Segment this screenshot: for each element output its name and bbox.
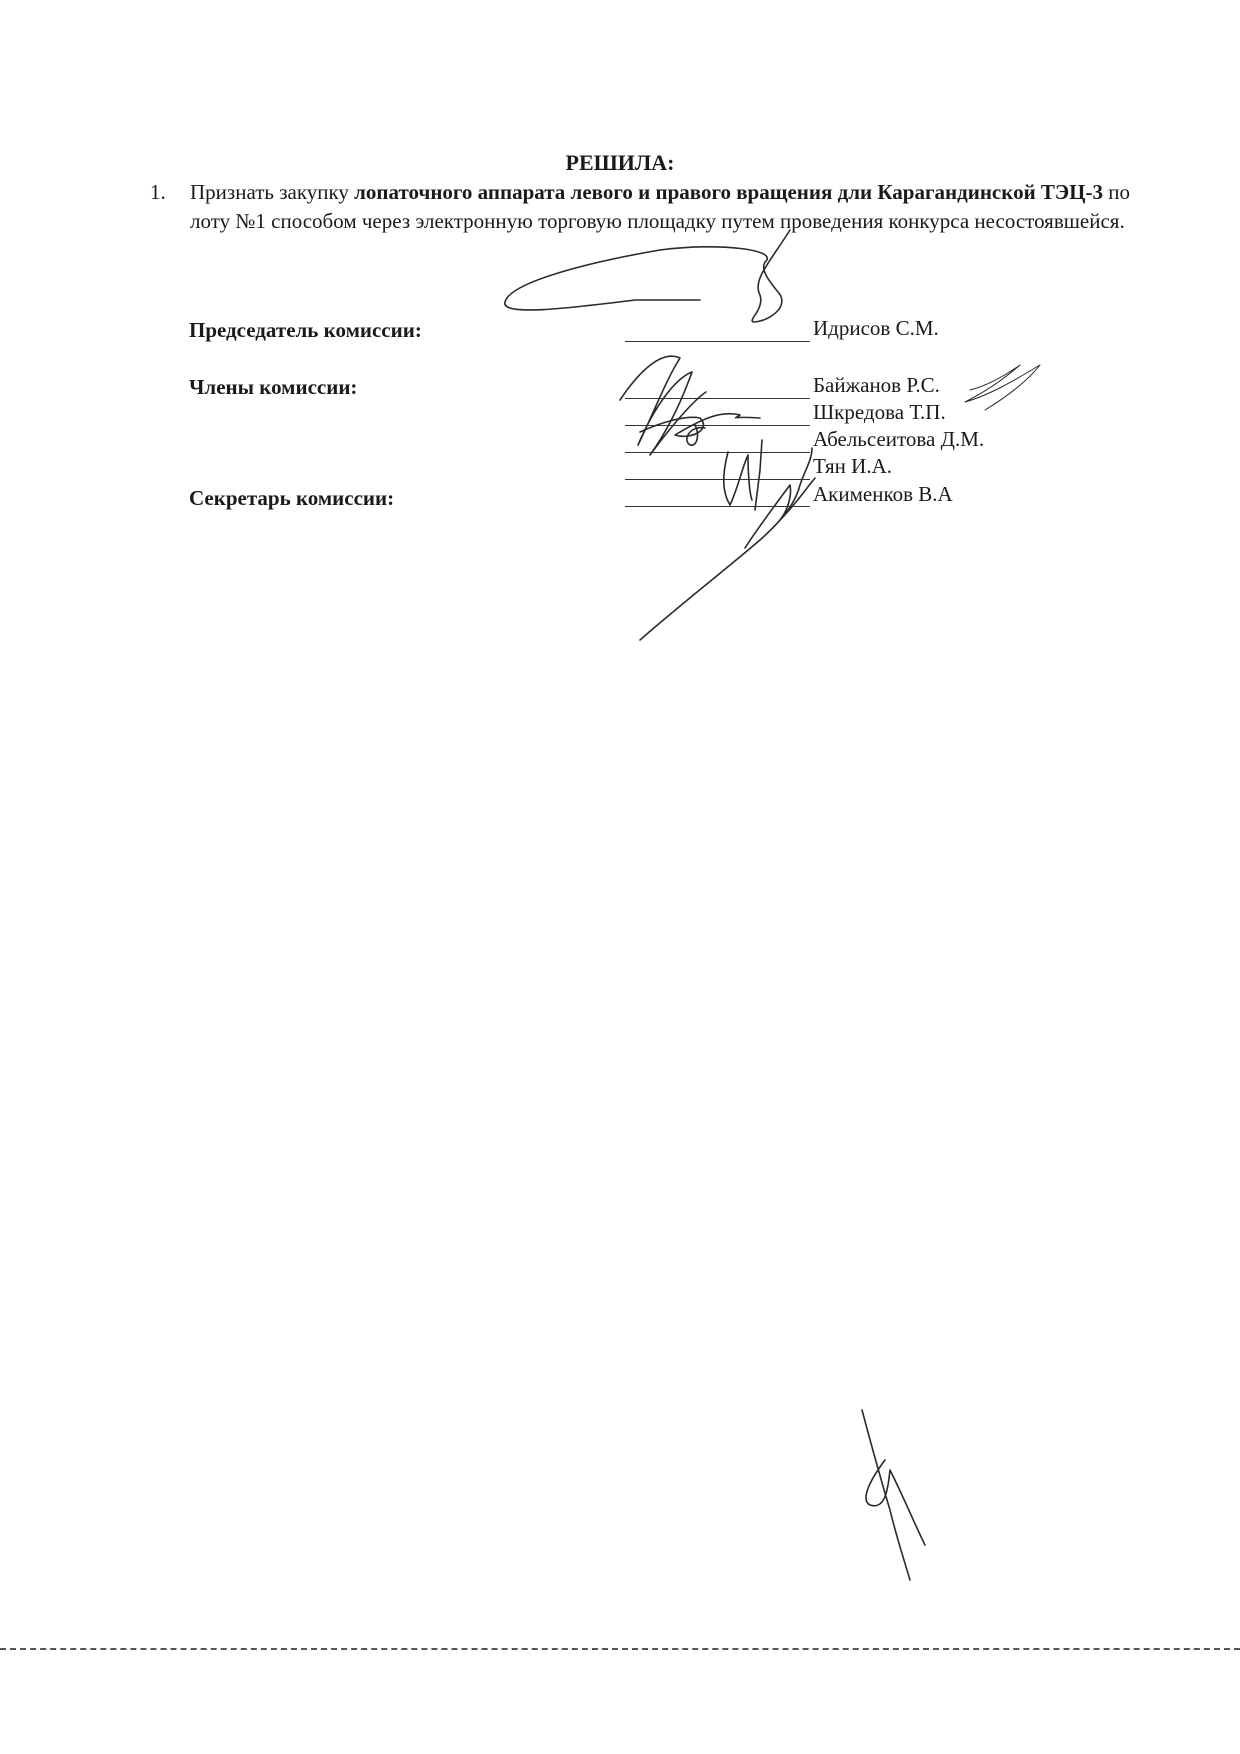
member-initials-icon [965,365,1040,410]
chairman-name: Идрисов С.М. [813,316,939,340]
secretary-name: Акименков В.А [813,482,953,506]
decision-text-part: Признать закупку [190,180,355,204]
chairman-signature-icon [505,230,790,322]
secretary-label: Секретарь комиссии: [189,486,395,510]
member-name: Шкредова Т.П. [813,400,946,424]
page-bottom-dashed-line [0,1648,1240,1650]
decision-text-part-bold: лопаточного аппарата левого и правого вращения дли Карагандинской ТЭЦ-3 [354,180,1104,204]
decision-heading: РЕШИЛА: [565,150,675,175]
member-name: Абельсеитова Д.М. [813,427,985,451]
secretary-signature-icon [745,478,815,548]
members-signature-icon [724,452,752,505]
member-name: Байжанов Р.С. [813,373,940,397]
decision-text-part: по лоту №1 способом через электронную торговую площадку путем проведения конкурса несостоявшейся. [190,180,1131,233]
secretary-signature-icon [640,448,812,640]
members-label: Члены комиссии: [189,375,358,399]
chairman-label: Председатель комиссии: [189,318,422,342]
members-signature-icon [640,414,760,437]
members-signature-icon [620,356,706,455]
secretary-signature-icon [755,440,762,510]
member-name: Тян И.А. [813,454,893,478]
decision-number: 1. [150,180,166,204]
